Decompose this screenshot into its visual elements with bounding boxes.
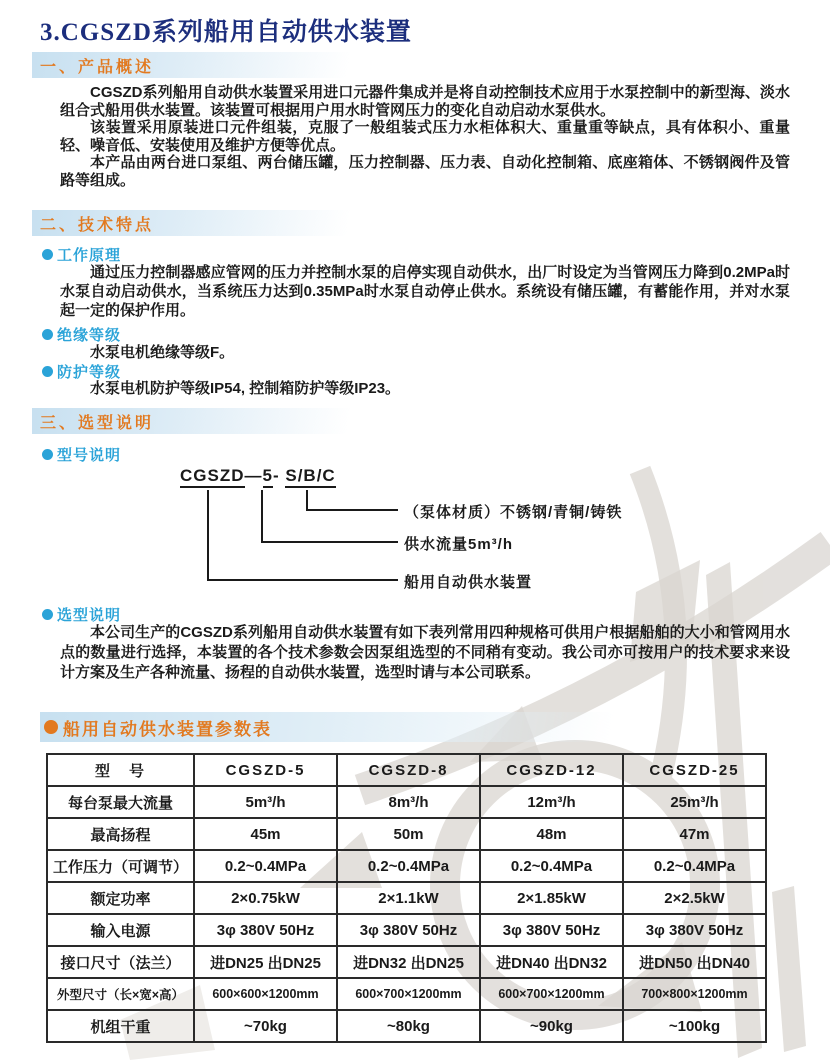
table-row-dry-weight <box>47 1010 766 1042</box>
bullet-dot-icon <box>42 449 53 460</box>
table-cell: 0.2~0.4MPa <box>337 850 480 882</box>
section-header-selection <box>32 408 382 434</box>
bullet-label: 选型说明 <box>57 607 122 624</box>
table-cell: 3φ 380V 50Hz <box>623 914 766 946</box>
table-cell: 2×1.85kW <box>480 882 623 914</box>
table-cell: 0.2~0.4MPa <box>194 850 337 882</box>
selection-note-text: 本公司生产的CGSZD系列船用自动供水装置有如下表列常用四种规格可供用户根据船舶的大小和管网用水点的数量进行选择，本装置的各个技术参数会因泵组选型的不同稍有变动。我公司亦可按用户的技术要求来设计方案及生产各种流量、扬程的自动供水装置，选型时请与本公司联系。 <box>60 624 790 681</box>
connector-line <box>306 490 308 511</box>
bullet-working-principle <box>42 244 121 265</box>
connector-line <box>207 579 398 581</box>
table-row-max-flow <box>47 786 766 818</box>
table-row-max-head <box>47 818 766 850</box>
table-title-band <box>40 712 640 742</box>
table-cell: ~100kg <box>623 1010 766 1042</box>
table-row-rated-power <box>47 882 766 914</box>
table-cell: 50m <box>337 818 480 850</box>
table-cell: 600×700×1200mm <box>480 978 623 1010</box>
table-cell: 25m³/h <box>623 786 766 818</box>
table-cell: 3φ 380V 50Hz <box>480 914 623 946</box>
table-cell: ~80kg <box>337 1010 480 1042</box>
insulation-class-text: 水泵电机绝缘等级F。 <box>90 344 235 361</box>
table-cell: ~90kg <box>480 1010 623 1042</box>
connector-line <box>306 509 398 511</box>
section-heading-text: 二、技术特点 <box>40 216 155 234</box>
table-cell: 进DN32 出DN25 <box>337 946 480 978</box>
table-cell: 8m³/h <box>337 786 480 818</box>
table-cell: 2×1.1kW <box>337 882 480 914</box>
table-row-working-pressure <box>47 850 766 882</box>
model-material-code: S/B/C <box>285 466 335 488</box>
bullet-dot-icon <box>42 249 53 260</box>
overview-paragraphs <box>60 84 790 189</box>
row-label: 最高扬程 <box>47 818 194 850</box>
table-row-power-supply <box>47 914 766 946</box>
model-series-code: CGSZD <box>180 466 245 488</box>
section-header-features <box>32 210 382 236</box>
table-cell: 45m <box>194 818 337 850</box>
col-header: CGSZD-8 <box>337 754 480 786</box>
bullet-dot-icon <box>42 609 53 620</box>
bullet-label: 绝缘等级 <box>57 327 122 344</box>
table-cell: 5m³/h <box>194 786 337 818</box>
table-cell: 12m³/h <box>480 786 623 818</box>
table-cell: 600×700×1200mm <box>337 978 480 1010</box>
table-cell: 2×2.5kW <box>623 882 766 914</box>
parameters-table <box>46 753 767 1043</box>
overview-paragraph-3: 本产品由两台进口泵组、两台储压罐，压力控制器、压力表、自动化控制箱、底座箱体、不锈钢阀件及管路等组成。 <box>60 154 790 189</box>
protection-class-text: 水泵电机防护等级IP54, 控制箱防护等级IP23。 <box>90 380 401 397</box>
model-code-line <box>180 466 820 486</box>
row-label: 外型尺寸（长×宽×高） <box>47 978 194 1010</box>
connector-line <box>261 541 398 543</box>
overview-paragraph-1: CGSZD系列船用自动供水装置采用进口元器件集成并是将自动控制技术应用于水泵控制中的新型海、淡水组合式船用供水装置。该装置可根据用户用水时管网压力的变化自动启动水泵供水。 <box>60 84 790 119</box>
row-label: 工作压力（可调节） <box>47 850 194 882</box>
row-label: 每台泵最大流量 <box>47 786 194 818</box>
row-label: 额定功率 <box>47 882 194 914</box>
col-header: CGSZD-25 <box>623 754 766 786</box>
row-label: 接口尺寸（法兰） <box>47 946 194 978</box>
table-cell: 0.2~0.4MPa <box>480 850 623 882</box>
page-title: 3.CGSZD系列船用自动供水装置 <box>40 19 412 46</box>
model-dash: — <box>244 466 263 485</box>
diagram-label-device: 船用自动供水装置 <box>404 574 533 591</box>
working-principle-text: 通过压力控制器感应管网的压力并控制水泵的启停实现自动供水，出厂时设定为当管网压力降到0.2MPa时水泵自动启动供水，当系统压力达到0.35MPa时水泵自动停止供水。系统设有储压罐，有蓄能作用，并对水泵起一定的保护作用。 <box>60 264 790 319</box>
row-label: 输入电源 <box>47 914 194 946</box>
col-header-model: 型 号 <box>47 754 194 786</box>
table-cell: 48m <box>480 818 623 850</box>
table-row-dimensions <box>47 978 766 1010</box>
bullet-insulation-class <box>42 324 121 345</box>
bullet-label: 型号说明 <box>57 447 122 464</box>
table-cell: 进DN40 出DN32 <box>480 946 623 978</box>
table-title: 船用自动供水装置参数表 <box>63 719 272 739</box>
table-cell: 47m <box>623 818 766 850</box>
table-header-row <box>47 754 766 786</box>
table-cell: 3φ 380V 50Hz <box>194 914 337 946</box>
table-row-flange-size <box>47 946 766 978</box>
connector-line <box>207 490 209 581</box>
col-header: CGSZD-5 <box>194 754 337 786</box>
table-cell: 进DN25 出DN25 <box>194 946 337 978</box>
table-cell: 2×0.75kW <box>194 882 337 914</box>
table-cell: 700×800×1200mm <box>623 978 766 1010</box>
table-cell: ~70kg <box>194 1010 337 1042</box>
model-dash: - <box>272 466 286 485</box>
col-header: CGSZD-12 <box>480 754 623 786</box>
bullet-dot-icon <box>44 720 58 734</box>
bullet-dot-icon <box>42 329 53 340</box>
table-cell: 0.2~0.4MPa <box>623 850 766 882</box>
table-cell: 3φ 380V 50Hz <box>337 914 480 946</box>
diagram-label-material: （泵体材质）不锈钢/青铜/铸铁 <box>404 504 623 521</box>
table-cell: 600×600×1200mm <box>194 978 337 1010</box>
bullet-label: 工作原理 <box>57 247 122 264</box>
model-flow-code: 5 <box>263 466 273 488</box>
model-code-diagram <box>180 466 820 601</box>
overview-paragraph-2: 该装置采用原装进口元件组装，克服了一般组装式压力水柜体积大、重量重等缺点，具有体积小、重量轻、噪音低、安装使用及维护方便等优点。 <box>60 119 790 154</box>
bullet-selection-note <box>42 604 121 625</box>
section-heading-text: 三、选型说明 <box>40 414 155 432</box>
connector-line <box>261 490 263 543</box>
bullet-label: 防护等级 <box>57 364 122 381</box>
row-label: 机组干重 <box>47 1010 194 1042</box>
table-cell: 进DN50 出DN40 <box>623 946 766 978</box>
bullet-dot-icon <box>42 366 53 377</box>
diagram-label-flow: 供水流量5m³/h <box>404 536 514 553</box>
bullet-model-explanation <box>42 444 121 465</box>
section-header-overview <box>32 52 382 78</box>
section-heading-text: 一、产品概述 <box>40 58 155 76</box>
